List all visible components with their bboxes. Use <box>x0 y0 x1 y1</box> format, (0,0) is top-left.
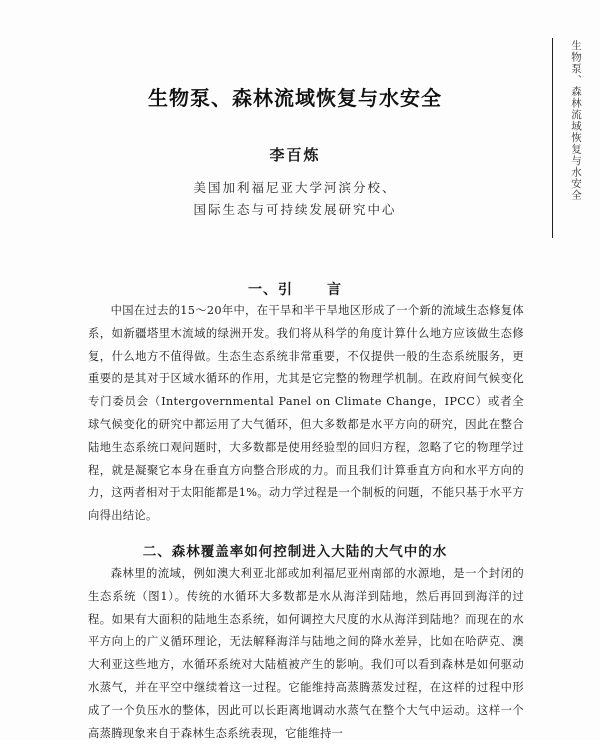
article-title: 生物泵、森林流域恢复与水安全 <box>148 86 442 110</box>
affiliation-line-1: 美国加利福尼亚大学河滨分校、 <box>193 180 397 195</box>
affiliation-line-2: 国际生态与可持续发展研究中心 <box>193 202 397 217</box>
section-1-heading-number: 一、引 <box>248 282 293 298</box>
section-1-paragraph: 中国在过去的15～20年中，在干旱和半干旱地区形成了一个新的流域生态修复体系，如新疆塔里木流域的绿洲开发。我们将从科学的角度计算什么地方应该做生态修复，什么地方不值得做。生态生态系统非常重要，不仅提供一般的生态系统服务，更重要的是其对于区域水循环的作用，尤其是它完整的物理学机制。在政府间气候变化专门委员会（Intergovernmental Panel on Climate Change，IPCC）或者全球气候变化的研究中都运用了大气循环，但大多数都是水平方向的研究，因此在整合陆地生态系统口观问题时，大多数都是使用经验型的回归方程，忽略了它的物理学过程，就是凝聚它本身在垂直方向整合形成的力。而且我们计算垂直方向和水平方向的力，这两者相对于太阳能都是1%。动力学过程是一个制板的问题，不能只基于水平方向得出结论。 <box>88 304 525 523</box>
running-header-rule <box>552 38 553 238</box>
section-2-paragraph: 森林里的流域，例如澳大利亚北部或加利福尼亚州南部的水源地，是一个封闭的生态系统（图1）。传统的水循环大多数都是水从海洋到陆地，然后再回到海洋的过程。如果有大面积的陆地生态系统，如何调控大尺度的水从海洋到陆地？而现在的水平方向上的广义循环理论，无法解释海洋与陆地之间的降水差异，比如在哈萨克、澳大利亚这些地方，水循环系统对大陆植被产生的影响。我们可以看到森林是如何驱动水蒸气，并在平空中继续着这一过程。它能维持高蒸腾蒸发过程，在这样的过程中形成了一个负压水的整体，因此可以长距离地调动水蒸气在整个大气中运动。这样一个高蒸腾现象来自于森林生态系统表现，它能维持一 <box>88 567 524 740</box>
section-1-heading-text: 言 <box>327 282 342 298</box>
section-2-heading: 二、森林覆盖率如何控制进入大陆的大气中的水 <box>142 544 448 560</box>
section-1-heading <box>60 279 530 299</box>
running-header: 生物泵、森林流域恢复与水安全 <box>570 40 582 201</box>
author-name: 李百炼 <box>269 146 321 164</box>
